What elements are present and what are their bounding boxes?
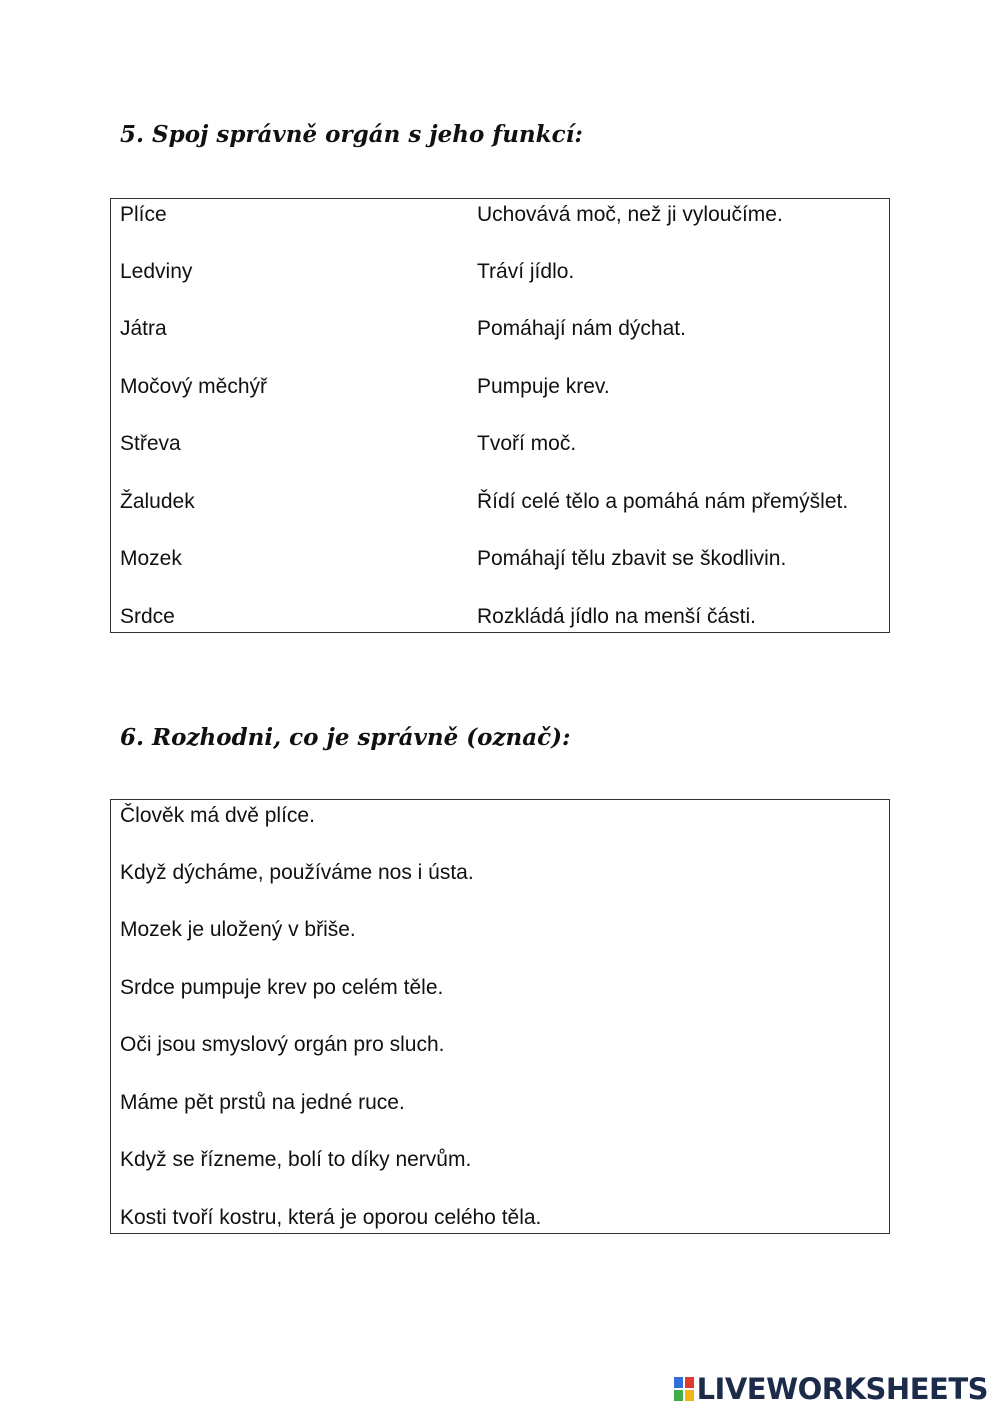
statement-item[interactable]: Když dýcháme, používáme nos i ústa.: [120, 861, 474, 884]
section-5-heading: 5. Spoj správně orgán s jeho funkcí:: [120, 121, 583, 148]
statement-item[interactable]: Máme pět prstů na jedné ruce.: [120, 1091, 405, 1114]
matching-table: [110, 198, 890, 633]
function-item[interactable]: Pumpuje krev.: [477, 375, 610, 398]
table-row: [111, 543, 889, 575]
function-item[interactable]: Tráví jídlo.: [477, 260, 575, 283]
function-item[interactable]: Řídí celé tělo a pomáhá nám přemýšlet.: [477, 490, 849, 513]
table-row: [111, 914, 889, 946]
function-item[interactable]: Rozkládá jídlo na menší části.: [477, 605, 756, 628]
table-row: [111, 1087, 889, 1119]
statement-item[interactable]: Srdce pumpuje krev po celém těle.: [120, 976, 444, 999]
organ-item[interactable]: Močový měchýř: [120, 375, 268, 398]
organ-item[interactable]: Žaludek: [120, 490, 195, 513]
organ-item[interactable]: Mozek: [120, 547, 182, 570]
table-row: [111, 199, 889, 231]
logo-square-green: [674, 1390, 683, 1401]
logo-square-red: [685, 1377, 694, 1388]
table-row: [111, 313, 889, 345]
table-row: [111, 972, 889, 1004]
function-item[interactable]: Uchovává moč, než ji vyloučíme.: [477, 203, 783, 226]
liveworksheets-logo-icon: [674, 1377, 694, 1401]
liveworksheets-logo: [674, 1372, 988, 1406]
statement-item[interactable]: Člověk má dvě plíce.: [120, 804, 315, 827]
table-row: [111, 256, 889, 288]
organ-item[interactable]: Játra: [120, 317, 167, 340]
table-row: [111, 601, 889, 633]
function-item[interactable]: Tvoří moč.: [477, 432, 577, 455]
organ-item[interactable]: Střeva: [120, 432, 181, 455]
table-row: [111, 1202, 889, 1234]
table-row: [111, 1144, 889, 1176]
statements-table: [110, 799, 890, 1234]
table-row: [111, 428, 889, 460]
table-row: [111, 857, 889, 889]
organ-item[interactable]: Srdce: [120, 605, 175, 628]
table-row: [111, 371, 889, 403]
organ-item[interactable]: Plíce: [120, 203, 167, 226]
statement-item[interactable]: Oči jsou smyslový orgán pro sluch.: [120, 1033, 445, 1056]
function-item[interactable]: Pomáhají nám dýchat.: [477, 317, 686, 340]
table-row: [111, 486, 889, 518]
logo-text: LIVEWORKSHEETS: [696, 1372, 988, 1406]
statement-item[interactable]: Kosti tvoří kostru, která je oporou celého těla.: [120, 1206, 542, 1229]
logo-square-blue: [674, 1377, 683, 1388]
statement-item[interactable]: Mozek je uložený v břiše.: [120, 918, 356, 941]
section-6-heading: 6. Rozhodni, co je správně (označ):: [120, 724, 571, 751]
logo-square-yellow: [685, 1390, 694, 1401]
organ-item[interactable]: Ledviny: [120, 260, 193, 283]
table-row: [111, 1029, 889, 1061]
table-row: [111, 800, 889, 832]
statement-item[interactable]: Když se řízneme, bolí to díky nervům.: [120, 1148, 472, 1171]
function-item[interactable]: Pomáhají tělu zbavit se škodlivin.: [477, 547, 787, 570]
